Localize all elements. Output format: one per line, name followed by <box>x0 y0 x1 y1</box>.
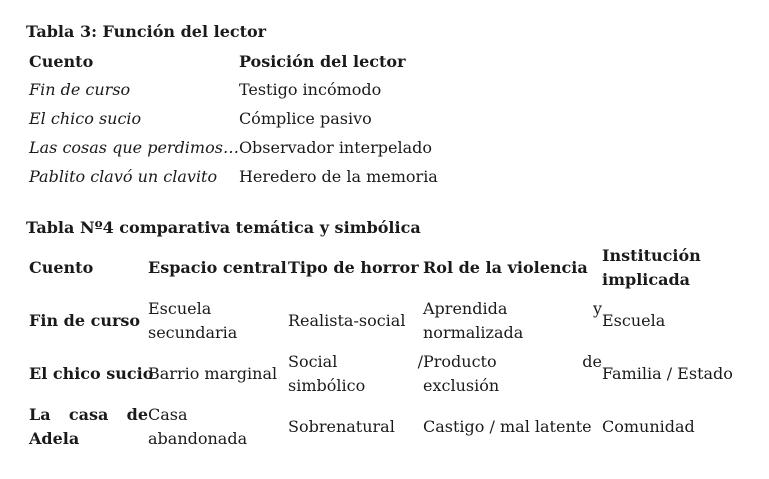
table4-caption: Tabla Nº4 comparativa temática y simbólica <box>26 218 421 237</box>
column-header: Institución implicada <box>602 246 701 289</box>
column-header: Rol de la violencia <box>423 258 588 277</box>
table-header-row <box>29 47 438 75</box>
column-header: Cuento <box>29 258 94 277</box>
table-cell: Sobrenatural <box>288 416 395 436</box>
table3-caption: Tabla 3: Función del lector <box>26 22 267 41</box>
table-cell: Aprendida y normalizada <box>423 298 602 342</box>
reader-function-table <box>29 47 438 191</box>
table-row <box>29 400 741 453</box>
table-row <box>29 294 741 347</box>
table-header-row <box>29 242 741 294</box>
column-header: Espacio central <box>148 258 287 277</box>
table-cell: Escuela <box>602 310 666 330</box>
table-cell: Pablito clavó un clavito <box>29 167 218 186</box>
table-cell: Comunidad <box>602 416 695 436</box>
table-cell: Casa abandonada <box>148 404 248 448</box>
table-row <box>29 347 741 400</box>
table-cell: Heredero de la memoria <box>238 167 438 186</box>
table-cell: Fin de curso <box>29 310 141 330</box>
table-cell: El chico sucio <box>29 109 142 128</box>
table-cell: Familia / Estado <box>602 363 733 383</box>
table-cell: Social / simbólico <box>288 351 423 395</box>
table-cell: Producto de exclusión <box>423 351 602 395</box>
table-row <box>29 104 438 133</box>
table-cell: Fin de curso <box>29 80 131 99</box>
table-cell: Observador interpelado <box>238 138 433 157</box>
column-header: Cuento <box>29 51 94 71</box>
table-cell: Las cosas que perdimos… <box>29 138 239 157</box>
table-row <box>29 162 438 191</box>
column-header: Tipo de horror <box>288 258 419 277</box>
table-cell: Cómplice pasivo <box>238 109 372 128</box>
column-header: Posición del lector <box>238 51 406 71</box>
table-cell: Realista-social <box>288 310 406 330</box>
table-row <box>29 133 438 162</box>
thematic-comparison-table <box>29 242 741 453</box>
table-cell: La casa de Adela <box>29 404 148 448</box>
table-cell: Barrio marginal <box>148 363 278 383</box>
table-cell: Testigo incómodo <box>238 80 382 99</box>
table-row <box>29 75 438 104</box>
table-cell: Escuela secundaria <box>148 298 238 342</box>
table-cell: Castigo / mal latente <box>423 416 592 436</box>
table-cell: El chico sucio <box>29 363 154 383</box>
